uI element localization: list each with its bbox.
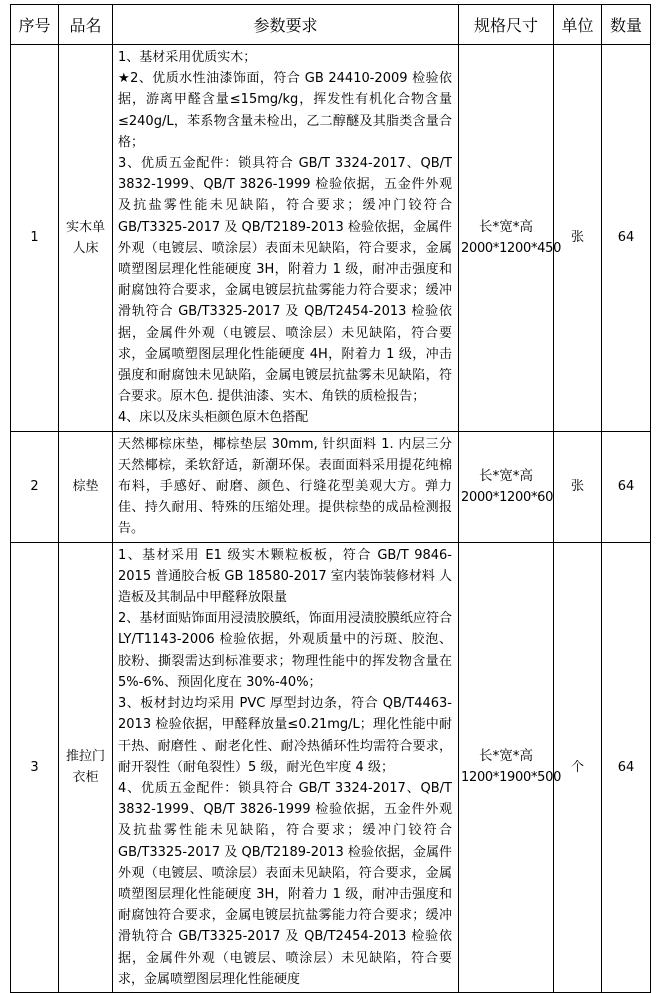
table-row	[11, 45, 651, 432]
column-header-parameters: 参数要求	[113, 5, 459, 45]
param-item: 3、板材封边均采用 PVC 厚型封边条，符合 QB/T4463-2013 检验依据，甲醛释放量≤0.21mg/L；理化性能中耐干热、耐磨性 、耐老化性、耐冷热循环性均需符合要求，耐开裂性（耐龟裂性）5 级，耐光色牢度 4 级；	[118, 696, 452, 775]
product-name-cell: 实木单人床	[59, 45, 113, 432]
spec-dimension-value: 1200*1900*500	[461, 770, 562, 786]
param-item: 4、优质五金配件：锁具符合 GB/T 3324-2017、QB/T 3832-1999、QB/T 3826-1999 检验依据，五金件外观及抗盐雾性能未见缺陷，符合要求；缓冲门铰符合 GB/T3325-2017 及 QB/T2189-2013 检验依据，金属件外观（电镀层、喷涂层）表面未见缺陷，符合要求，金属喷塑图层理化性能硬度 3H，附着力 1 级，耐冲击强度和耐腐蚀符合要求，金属电镀层抗盐雾能力符合要求；缓冲滑轨符合 GB/T3325-2017 及 QB/T2454-2013 检验依据，金属件外观（电镀层、喷涂层）未见缺陷，符合要求，金属喷塑图层理化性能硬度	[118, 780, 452, 987]
column-header-row-number: 序号	[11, 5, 59, 45]
spec-size-cell	[459, 431, 554, 542]
param-item: 1、基材采用优质实木；	[118, 50, 257, 65]
table-row	[11, 542, 651, 992]
column-header-spec-size: 规格尺寸	[459, 5, 554, 45]
quantity-cell: 64	[602, 431, 651, 542]
param-item: 2、基材面贴饰面用浸渍胶膜纸，饰面用浸渍胶膜纸应符合 LY/T1143-2006 检验依据，外观质量中的污斑、胶泡、胶粉、撕裂需达到标准要求；物理性能中的挥发物含量在 5%-6%、预固化度在 30%-40%；	[118, 611, 452, 690]
spec-table	[10, 4, 651, 993]
spec-dimension-label: 长*宽*高	[479, 748, 533, 765]
quantity-cell: 64	[602, 542, 651, 992]
table-row	[11, 431, 651, 542]
row-number-cell: 1	[11, 45, 59, 432]
column-header-unit: 单位	[554, 5, 602, 45]
params-cell	[113, 431, 459, 542]
row-number-cell: 3	[11, 542, 59, 992]
params-cell	[113, 45, 459, 432]
unit-cell: 张	[554, 431, 602, 542]
param-item: 天然椰棕床垫，椰棕垫层 30mm, 针织面料 1. 内层三分天然椰棕，柔软舒适，新潮环保。表面面料采用提花纯棉布料，手感好、耐磨、颜色、行缝花型美观大方。弹力佳、持久耐用、特殊的压缩处理。提供棕垫的成品检测报告。	[118, 436, 452, 537]
unit-cell: 个	[554, 542, 602, 992]
product-name-cell: 推拉门衣柜	[59, 542, 113, 992]
spec-size-cell	[459, 542, 562, 992]
table-header-row	[11, 5, 651, 45]
row-number-cell: 2	[11, 431, 59, 542]
quantity-cell: 64	[602, 45, 651, 432]
spec-dimension-label: 长*宽*高	[479, 467, 533, 484]
spec-dimension-value: 2000*1200*60	[461, 489, 554, 505]
column-header-quantity: 数量	[602, 5, 651, 45]
unit-cell: 张	[554, 45, 602, 432]
spec-dimension-value: 2000*1200*450	[461, 240, 562, 256]
spec-size-cell	[459, 45, 562, 432]
param-item: 1、基材采用 E1 级实木颗粒板板，符合 GB/T 9846-2015 普通胶合板 GB 18580-2017 室内装饰装修材料 人造板及其制品中甲醛释放限量	[118, 547, 452, 606]
param-item: ★2、优质水性油漆饰面，符合 GB 24410-2009 检验依据，游离甲醛含量≤15mg/kg，挥发性有机化合物含量≤240g/L，苯系物含量未检出，乙二醇醚及其脂类含量合格；	[118, 71, 452, 150]
param-item: 3、优质五金配件：锁具符合 GB/T 3324-2017、QB/T 3832-1999、QB/T 3826-1999 检验依据，五金件外观及抗盐雾性能未见缺陷，符合要求；缓冲门铰符合 GB/T3325-2017 及 QB/T2189-2013 检验依据，金属件外观（电镀层、喷涂层）表面未见缺陷，符合要求，金属喷塑图层理化性能硬度 3H，附着力 1 级，耐冲击强度和耐腐蚀符合要求，金属电镀层抗盐雾能力符合要求；缓冲滑轨符合 GB/T3325-2017 及 QB/T2454-2013 检验依据，金属件外观（电镀层、喷涂层）未见缺陷，符合要求，金属喷塑图层理化性能硬度 4H，附着力 1 级，冲击强度和耐腐蚀未见缺陷，金属电镀层抗盐雾未见缺陷，符合要求。原木色. 提供油漆、实木、角铁的质检报告；	[118, 156, 452, 405]
product-name-cell: 棕垫	[59, 431, 113, 542]
params-cell	[113, 542, 459, 992]
spec-dimension-label: 长*宽*高	[479, 218, 533, 235]
column-header-product-name: 品名	[59, 5, 113, 45]
param-item: 4、床以及床头柜颜色原木色搭配	[118, 410, 309, 426]
